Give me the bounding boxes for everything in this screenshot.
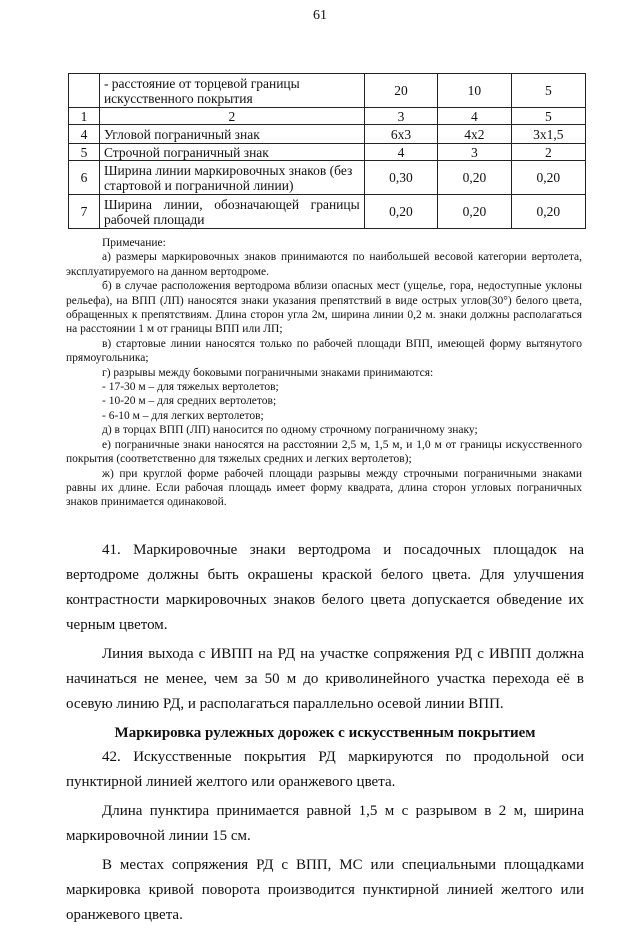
row-value-3: 0,20	[511, 195, 585, 229]
paragraph-curve-marking: В местах сопряжения РД с ВПП, МС или специальными площадками маркировка кривой поворота производится пунктирной линией желтого или оранжевого цвета.	[66, 857, 584, 923]
note-item: д) в торцах ВПП (ЛП) наносится по одному строчному пограничному знаку;	[102, 424, 478, 437]
row-name: Угловой пограничный знак	[99, 125, 364, 144]
note-item: - 10-20 м – для средних вертолетов;	[102, 395, 277, 408]
row-value-2: 3	[438, 144, 511, 161]
row-value-3: 5	[511, 108, 585, 125]
table-row	[69, 195, 586, 229]
row-number: 7	[69, 195, 100, 229]
table-row	[69, 144, 586, 161]
note-item: б) в случае расположения вертодрома вблизи опасных мест (ущелье, гора, недоступные уклоны рельефа), на ВПП (ЛП) наносятся знаки указания препятствий в виде острых углов(30°) белого цвета, обращенных к препятствиям. Длина сторон угла 2м, ширина линии 0,2 м. знаки должны располагаться на расстоянии 1 м от границы ВПП или ЛП;	[66, 280, 582, 336]
row-name: Ширина линии, обозначающей границы рабочей площади	[99, 195, 364, 229]
table-row	[69, 125, 586, 144]
row-number	[69, 74, 100, 108]
row-value-2: 0,20	[438, 161, 511, 195]
row-value-3: 2	[511, 144, 585, 161]
row-value-1: 6x3	[364, 125, 437, 144]
table-row	[69, 74, 586, 108]
paragraph-exit-line: Линия выхода с ИВПП на РД на участке сопряжения РД с ИВПП должна начинаться не менее, чем за 50 м до криволинейного участка перехода её в осевую линию РД, и располагаться параллельно осевой линии ВПП.	[66, 646, 584, 712]
row-value-1: 0,20	[364, 195, 437, 229]
row-name: Ширина линии маркировочных знаков (без стартовой и пограничной линии)	[99, 161, 364, 195]
row-number: 4	[69, 125, 100, 144]
row-value-3: 3x1,5	[511, 125, 585, 144]
body-text	[66, 538, 584, 932]
row-name: 2	[99, 108, 364, 125]
notes-title: Примечание:	[102, 237, 166, 249]
row-number: 6	[69, 161, 100, 195]
paragraph-41: 41. Маркировочные знаки вертодрома и посадочных площадок на вертодроме должны быть окрашены краской белого цвета. Для улучшения контрастности маркировочных знаков белого цвета допускается обведение их черным цветом.	[66, 542, 584, 633]
page-number: 61	[313, 8, 327, 23]
row-value-2: 0,20	[438, 195, 511, 229]
row-value-1: 4	[364, 144, 437, 161]
row-value-2: 4	[438, 108, 511, 125]
row-number: 5	[69, 144, 100, 161]
note-item: ж) при круглой форме рабочей площади разрывы между строчными пограничными знаками равны их длине. Если рабочая площадь имеет форму квадрата, длина сторон угловых пограничных знаков принимается одинаковой.	[66, 467, 582, 509]
row-value-2: 4x2	[438, 125, 511, 144]
row-value-3: 0,20	[511, 161, 585, 195]
row-value-1: 3	[364, 108, 437, 125]
row-value-2: 10	[438, 74, 511, 108]
notes-section	[66, 236, 582, 510]
row-value-1: 20	[364, 74, 437, 108]
row-number: 1	[69, 108, 100, 125]
row-value-3: 5	[511, 74, 585, 108]
paragraph-dash-length: Длина пунктира принимается равной 1,5 м с разрывом в 2 м, ширина маркировочной линии 15 см.	[66, 803, 584, 844]
note-item: а) размеры маркировочных знаков принимаются по наибольшей весовой категории вертолета, эксплуатируемого на данном вертодроме.	[66, 251, 582, 278]
paragraph-42: 42. Искусственные покрытия РД маркируются по продольной оси пунктирной линией желтого или оранжевого цвета.	[66, 749, 584, 790]
row-name: Строчной пограничный знак	[99, 144, 364, 161]
table-row	[69, 161, 586, 195]
section-heading: Маркировка рулежных дорожек с искусственным покрытием	[114, 725, 536, 741]
note-item: г) разрывы между боковыми пограничными знаками принимаются:	[102, 366, 434, 379]
note-item: в) стартовые линии наносятся только по рабочей площади ВПП, имеющей форму вытянутого прямоугольника;	[66, 337, 582, 365]
row-value-1: 0,30	[364, 161, 437, 195]
spec-table	[68, 73, 586, 229]
row-name: - расстояние от торцевой границы искусственного покрытия	[99, 74, 364, 108]
table-row	[69, 108, 586, 125]
note-item: - 17-30 м – для тяжелых вертолетов;	[102, 381, 279, 394]
note-item: е) пограничные знаки наносятся на расстоянии 2,5 м, 1,5 м, и 1,0 м от границы искусственного покрытия (соответственно для тяжелых средних и легких вертолетов);	[66, 438, 582, 466]
note-item: - 6-10 м – для легких вертолетов;	[102, 409, 264, 422]
